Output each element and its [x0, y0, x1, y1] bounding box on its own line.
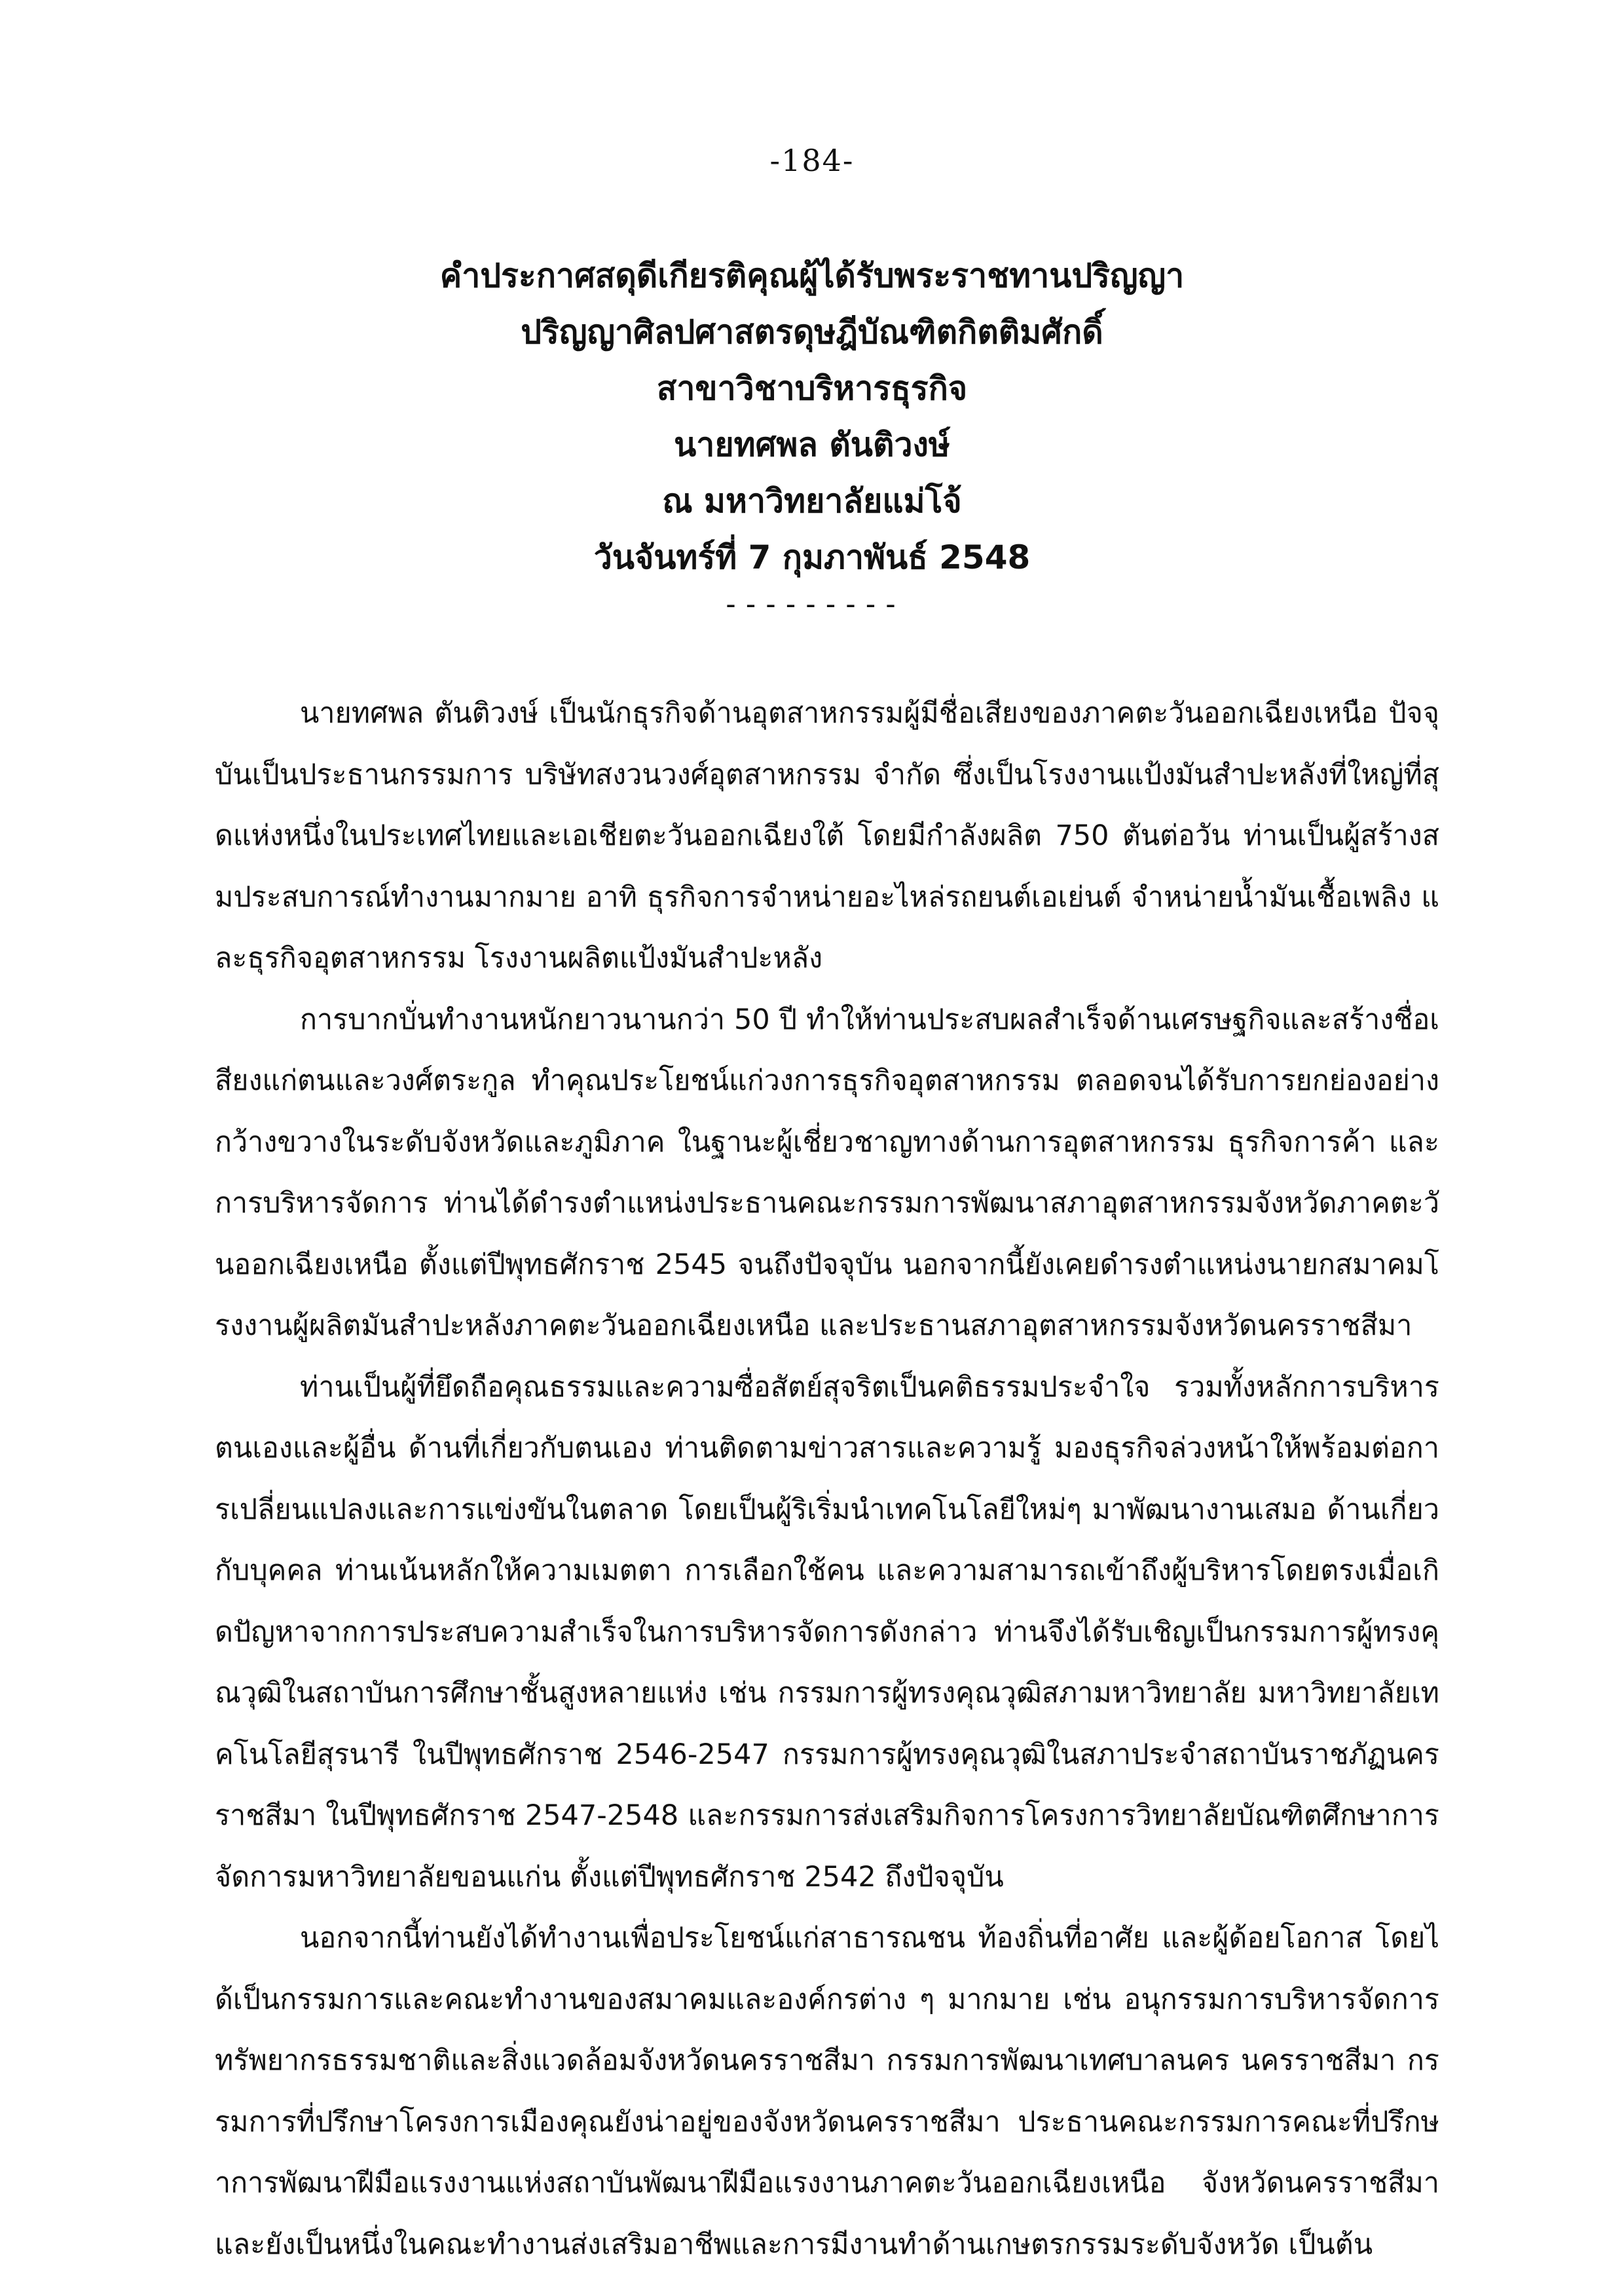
title-divider: --------- — [722, 588, 902, 621]
title-proclamation: คำประกาศสดุดีเกียรติคุณผู้ได้รับพระราชทานปริญญา — [439, 257, 1185, 295]
title-recipient-name: นายทศพล ตันติวงษ์ — [674, 426, 950, 464]
title-date: วันจันทร์ที่ 7 กุมภาพันธ์ 2548 — [593, 538, 1031, 576]
title-university: ณ มหาวิทยาลัยแม่โจ้ — [662, 482, 962, 520]
title-field: สาขาวิชาบริหารธุรกิจ — [656, 369, 968, 407]
paragraph-achievements: การบากบั่นทำงานหนักยาวนานกว่า 50 ปี ทำให้ท่านประสบผลสำเร็จด้านเศรษฐกิจและสร้างชื่อเสียงแก่ตนและวงศ์ตระกูล ทำคุณประโยชน์แก่วงการธุรกิจอุตสาหกรรม ตลอดจนได้รับการยกย่องอย่างกว้างขวางในระดับจังหวัดและภูมิภาค ในฐานะผู้เชี่ยวชาญทางด้านการอุตสาหกรรม ธุรกิจการค้า และการบริหารจัดการ ท่านได้ดำรงตำแหน่งประธานคณะกรรมการพัฒนาสภาอุตสาหกรรมจังหวัดภาคตะวันออกเฉียงเหนือ ตั้งแต่ปีพุทธศักราช 2545 จนถึงปัจจุบัน นอกจากนี้ยังเคยดำรงตำแหน่งนายกสมาคมโรงงานผู้ผลิตมันสำปะหลังภาคตะวันออกเฉียงเหนือ และประธานสภาอุตสาหกรรมจังหวัดนครราชสีมา — [215, 1003, 1439, 1342]
title-block — [0, 248, 1624, 621]
page-number: -184- — [769, 143, 855, 178]
title-degree: ปริญญาศิลปศาสตรดุษฎีบัณฑิตกิตติมศักดิ์ — [521, 313, 1103, 351]
paragraph-background: นายทศพล ตันติวงษ์ เป็นนักธุรกิจด้านอุตสาหกรรมผู้มีชื่อเสียงของภาคตะวันออกเฉียงเหนือ ปัจจุบันเป็นประธานกรรมการ บริษัทสงวนวงศ์อุตสาหกรรม จำกัด ซึ่งเป็นโรงงานแป้งมันสำปะหลังที่ใหญ่ที่สุดแห่งหนึ่งในประเทศไทยและเอเชียตะวันออกเฉียงใต้ โดยมีกำลังผลิต 750 ตันต่อวัน ท่านเป็นผู้สร้างสมประสบการณ์ทำงานมากมาย อาทิ ธุรกิจการจำหน่ายอะไหล่รถยนต์เอเย่นต์ จำหน่ายน้ำมันเชื้อเพลิง และธุรกิจอุตสาหกรรม โรงงานผลิตแป้งมันสำปะหลัง — [215, 697, 1439, 975]
paragraph-principles: ท่านเป็นผู้ที่ยึดถือคุณธรรมและความซื่อสัตย์สุจริตเป็นคติธรรมประจำใจ รวมทั้งหลักการบริหารตนเองและผู้อื่น ด้านที่เกี่ยวกับตนเอง ท่านติดตามข่าวสารและความรู้ มองธุรกิจล่วงหน้าให้พร้อมต่อการเปลี่ยนแปลงและการแข่งขันในตลาด โดยเป็นผู้ริเริ่มนำเทคโนโลยีใหม่ๆ มาพัฒนางานเสมอ ด้านเกี่ยวกับบุคคล ท่านเน้นหลักให้ความเมตตา การเลือกใช้คน และความสามารถเข้าถึงผู้บริหารโดยตรงเมื่อเกิดปัญหาจากการประสบความสำเร็จในการบริหารจัดการดังกล่าว ท่านจึงได้รับเชิญเป็นกรรมการผู้ทรงคุณวุฒิในสถาบันการศึกษาชั้นสูงหลายแห่ง เช่น กรรมการผู้ทรงคุณวุฒิสภามหาวิทยาลัย มหาวิทยาลัยเทคโนโลยีสุรนารี ในปีพุทธศักราช 2546-2547 กรรมการผู้ทรงคุณวุฒิในสภาประจำสถาบันราชภัฏนครราชสีมา ในปีพุทธศักราช 2547-2548 และกรรมการส่งเสริมกิจการโครงการวิทยาลัยบัณฑิตศึกษาการจัดการมหาวิทยาลัยขอนแก่น ตั้งแต่ปีพุทธศักราช 2542 ถึงปัจจุบัน — [215, 1370, 1439, 1894]
paragraph-public-service: นอกจากนี้ท่านยังได้ทำงานเพื่อประโยชน์แก่สาธารณชน ท้องถิ่นที่อาศัย และผู้ด้อยโอกาส โดยได้เป็นกรรมการและคณะทำงานของสมาคมและองค์กรต่าง ๆ มากมาย เช่น อนุกรรมการบริหารจัดการทรัพยากรธรรมชาติและสิ่งแวดล้อมจังหวัดนครราชสีมา กรรมการพัฒนาเทศบาลนคร นครราชสีมา กรรมการที่ปรึกษาโครงการเมืองคุณยังน่าอยู่ของจังหวัดนครราชสีมา ประธานคณะกรรมการคณะที่ปรึกษาการพัฒนาฝีมือแรงงานแห่งสถาบันพัฒนาฝีมือแรงงานภาคตะวันออกเฉียงเหนือ จังหวัดนครราชสีมา และยังเป็นหนึ่งในคณะทำงานส่งเสริมอาชีพและการมีงานทำด้านเกษตรกรรมระดับจังหวัด เป็นต้น — [215, 1922, 1439, 2261]
citation-body — [215, 683, 1439, 2275]
